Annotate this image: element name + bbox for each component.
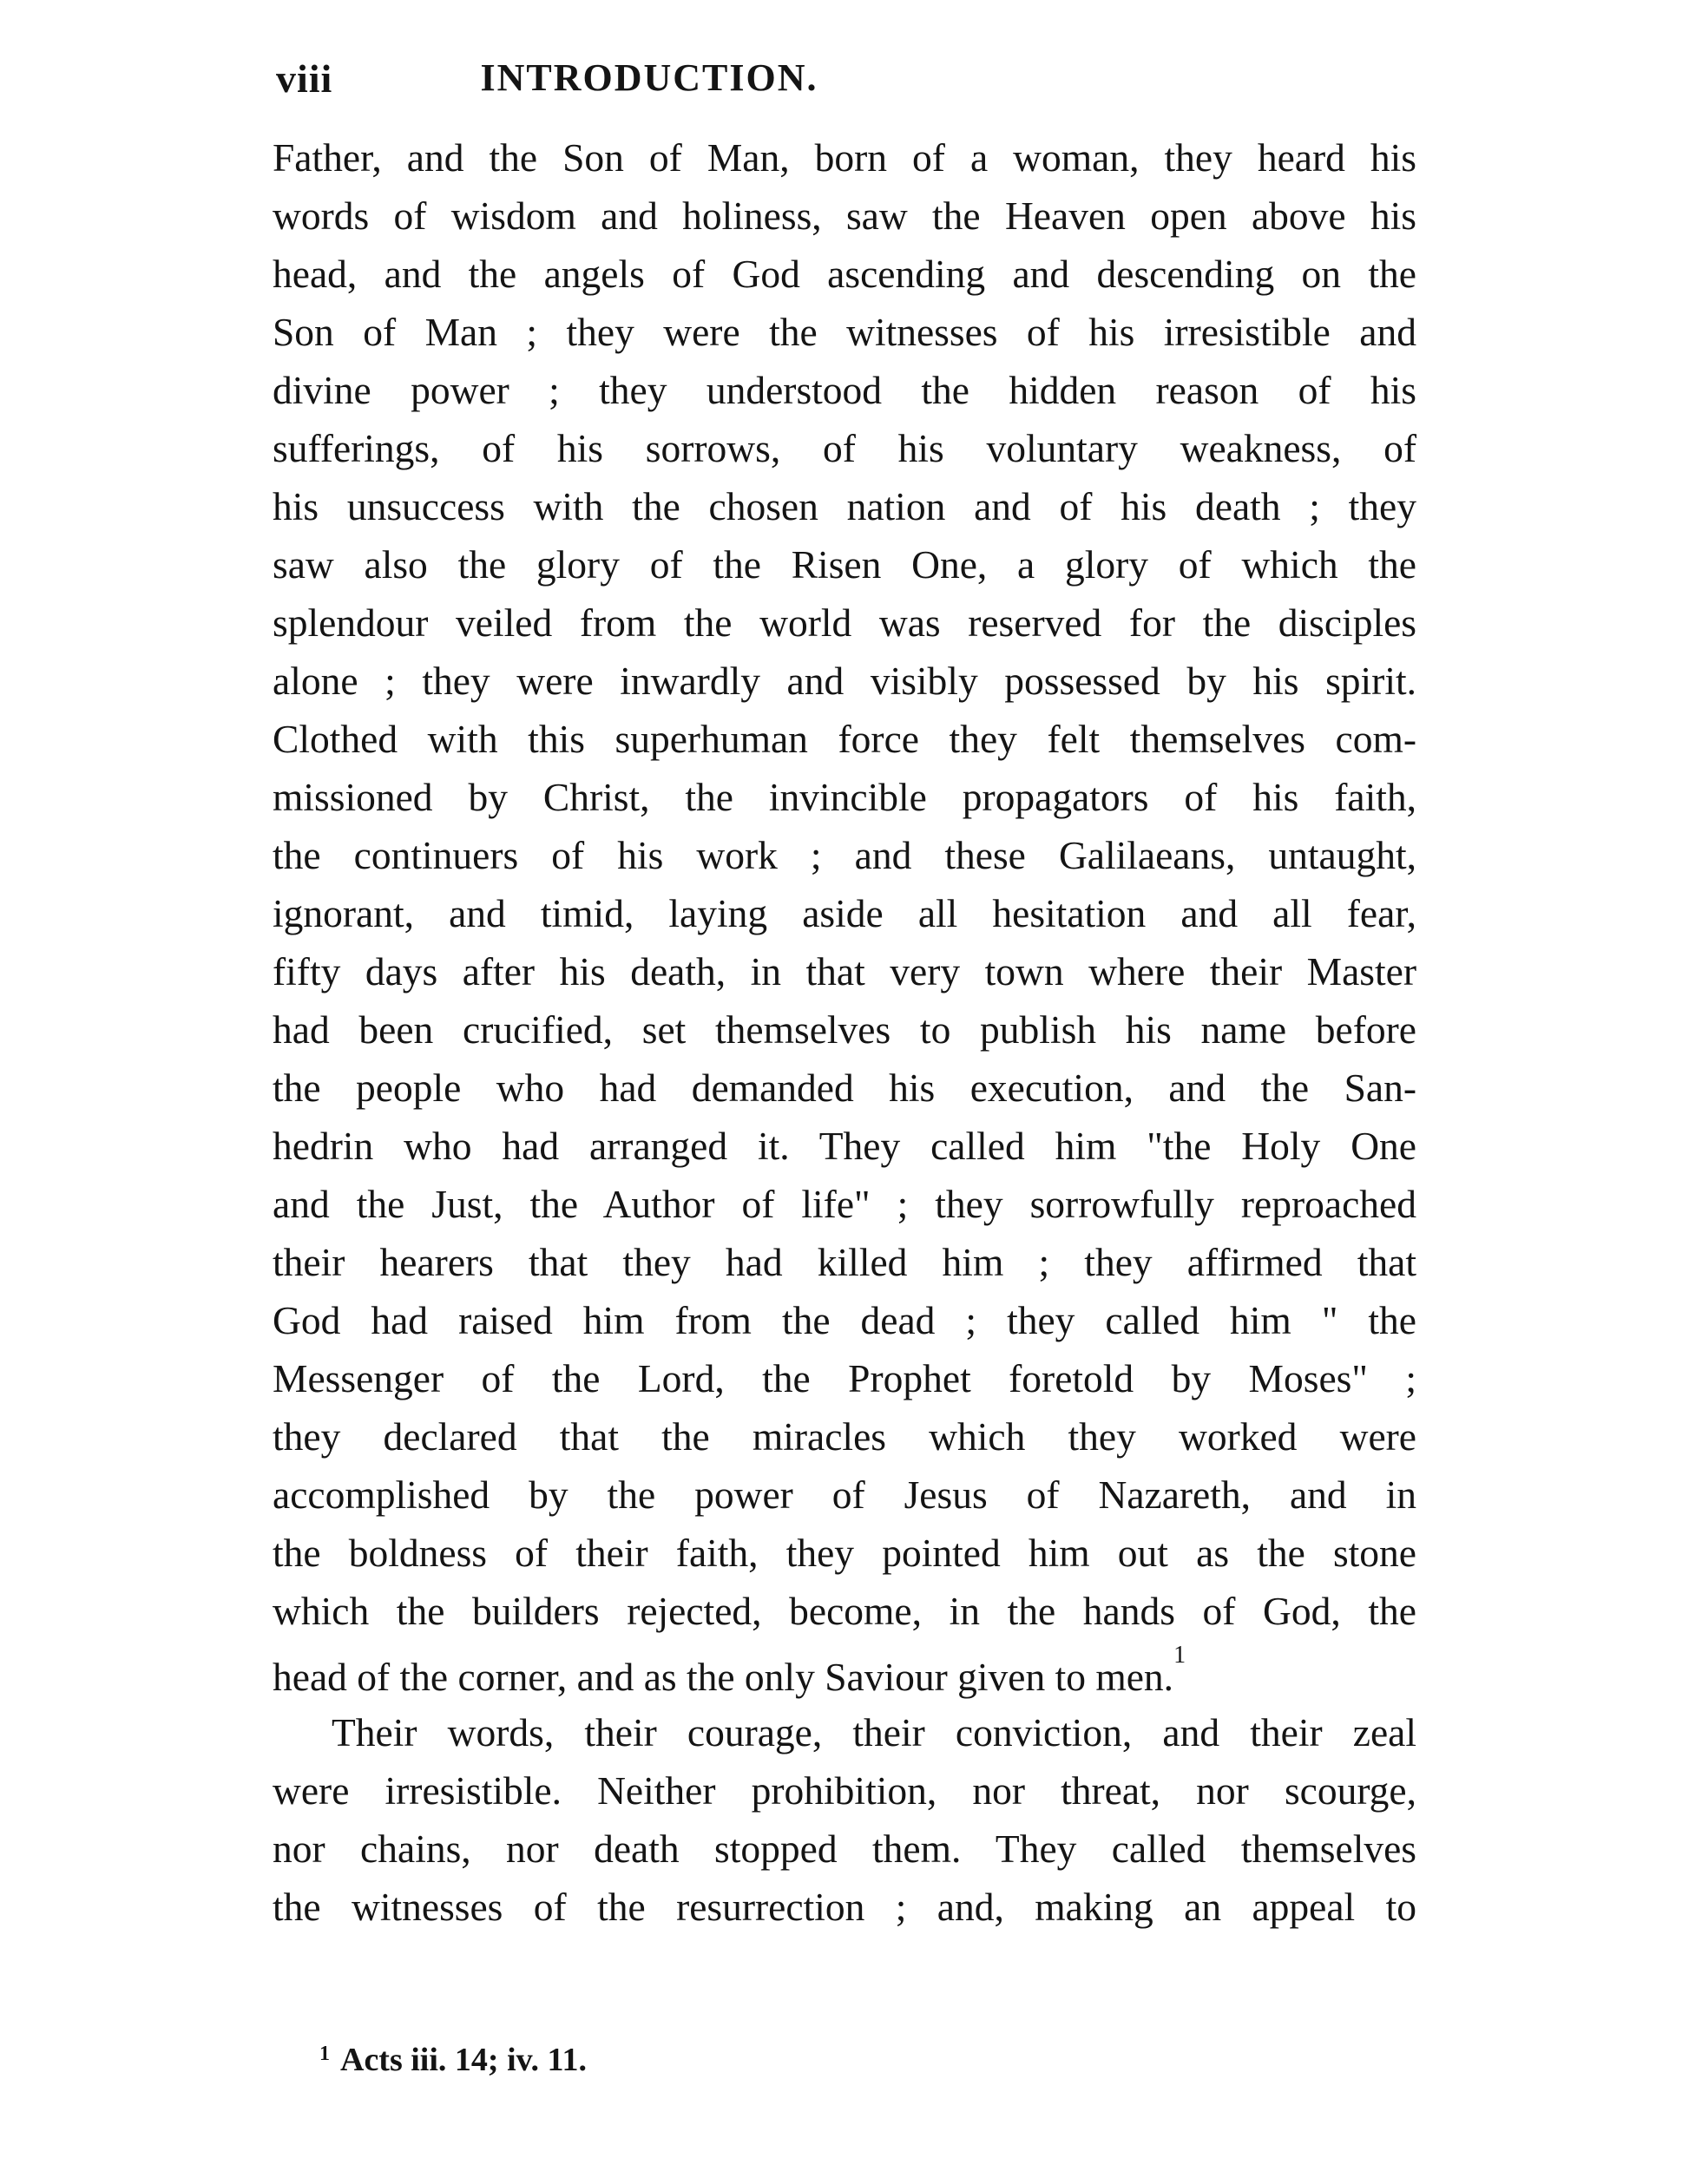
text-line: missioned by Christ, the invincible propagators of his faith, — [273, 775, 1416, 819]
text-line: fifty days after his death, in that very town where their Master — [273, 949, 1416, 994]
text-line: which the builders rejected, become, in the hands of God, the — [273, 1589, 1416, 1633]
text-line: words of wisdom and holiness, saw the Heaven open above his — [273, 193, 1416, 238]
text-line: nor chains, nor death stopped them. They called themselves — [273, 1827, 1416, 1871]
text-line-with-footnote — [273, 1640, 1416, 1698]
text-line: head, and the angels of God ascending and descending on the — [273, 252, 1416, 296]
paragraph — [273, 128, 1416, 1698]
text-line: they declared that the miracles which they worked were — [273, 1414, 1416, 1459]
text-line: Son of Man ; they were the witnesses of his irresistible and — [273, 310, 1416, 354]
text-line: the boldness of their faith, they pointed him out as the stone — [273, 1531, 1416, 1575]
text-line: saw also the glory of the Risen One, a glory of which the — [273, 542, 1416, 587]
text-line: and the Just, the Author of life" ; they sorrowfully reproached — [273, 1182, 1416, 1226]
text-line-content: head of the corner, and as the only Saviour given to men. — [273, 1655, 1174, 1700]
text-line: Clothed with this superhuman force they felt themselves com- — [273, 717, 1416, 761]
text-line: were irresistible. Neither prohibition, nor threat, nor scourge, — [273, 1768, 1416, 1813]
text-line: accomplished by the power of Jesus of Nazareth, and in — [273, 1472, 1416, 1517]
text-line: splendour veiled from the world was reserved for the disciples — [273, 600, 1416, 645]
text-line: divine power ; they understood the hidden reason of his — [273, 368, 1416, 412]
text-line: their hearers that they had killed him ; they affirmed that — [273, 1240, 1416, 1284]
page-number: viii — [276, 56, 333, 101]
text-line: Father, and the Son of Man, born of a woman, they heard his — [273, 135, 1416, 180]
running-head — [276, 49, 1022, 109]
text-line: had been crucified, set themselves to publish his name before — [273, 1007, 1416, 1052]
running-title: INTRODUCTION. — [480, 56, 818, 99]
text-line: Messenger of the Lord, the Prophet foretold by Moses" ; — [273, 1356, 1416, 1400]
footnote-text: Acts iii. 14; iv. 11. — [340, 2042, 587, 2078]
footnote — [319, 2041, 587, 2079]
text-line: his unsuccess with the chosen nation and of his death ; they — [273, 484, 1416, 528]
text-line: sufferings, of his sorrows, of his voluntary weakness, of — [273, 426, 1416, 470]
footnote-reference[interactable]: 1 — [1173, 1642, 1186, 1669]
footnote-mark: 1 — [319, 2043, 330, 2065]
text-line: the witnesses of the resurrection ; and, making an appeal to — [273, 1885, 1416, 1929]
text-line: the continuers of his work ; and these Galilaeans, untaught, — [273, 833, 1416, 877]
text-line: alone ; they were inwardly and visibly possessed by his spirit. — [273, 659, 1416, 703]
text-line: Their words, their courage, their conviction, and their zeal — [332, 1710, 1416, 1754]
text-line: God had raised him from the dead ; they called him " the — [273, 1298, 1416, 1342]
text-line: the people who had demanded his execution, and the San- — [273, 1066, 1416, 1110]
paragraph — [273, 1703, 1416, 1936]
body-text — [273, 128, 1416, 1936]
text-line: hedrin who had arranged it. They called him "the Holy One — [273, 1124, 1416, 1168]
text-line: ignorant, and timid, laying aside all hesitation and all fear, — [273, 891, 1416, 935]
